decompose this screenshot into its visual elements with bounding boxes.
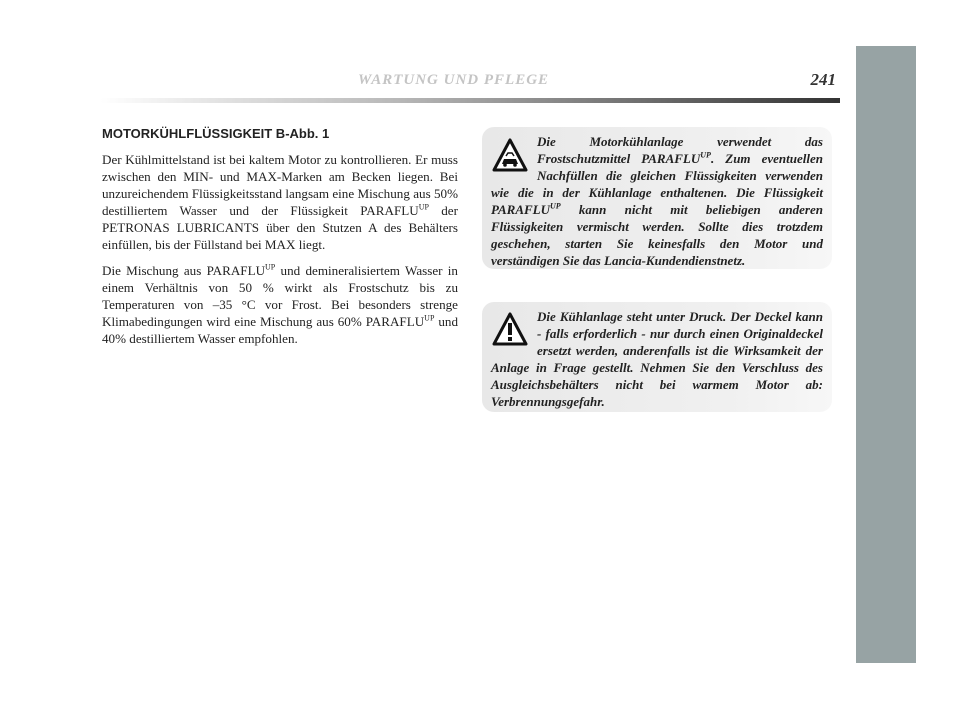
superscript: UP — [418, 202, 429, 212]
text-run: Die Motorkühlanlage verwendet das Frostschutzmittel PARAFLU — [537, 134, 823, 166]
warning-text — [482, 302, 832, 410]
superscript: UP — [550, 201, 561, 211]
section-title: WARTUNG UND PFLEGE — [358, 72, 550, 88]
superscript: UP — [265, 262, 276, 272]
text-run: Die Mischung aus PARAFLU — [102, 263, 266, 278]
warning-box-pressure — [482, 302, 832, 412]
superscript: UP — [700, 150, 711, 160]
paragraph-mixture — [102, 262, 458, 347]
main-text-column — [102, 125, 458, 356]
superscript: UP — [424, 313, 435, 323]
text-run: Die Kühlanlage steht unter Druck. Der Deckel kann - falls erforderlich - nur durch einen Originaldeckel ersetzt werden, anderenfalls ist die Wirksamkeit der Anlage in Frage gestellt. Nehmen Sie den Verschluss des Ausgleichsbehälters nicht bei warmem Motor ab: Verbrennungsgefahr. — [491, 309, 823, 409]
car-warning-icon — [492, 138, 528, 172]
section-heading: MOTORKÜHLFLÜSSIGKEIT B-Abb. 1 — [102, 126, 330, 141]
text-run: kann nicht mit beliebigen anderen Flüssigkeiten vermischt werden. Sollte dies trotzdem geschehen, starten Sie keinesfalls den Motor und verständigen Sie das Lancia-Kundendienstnetz. — [491, 202, 823, 268]
side-tab — [856, 46, 916, 663]
text-run: Der Kühlmittelstand ist bei kaltem Motor zu kontrollieren. Er muss zwischen den MIN- und MAX-Marken am Becken liegen. Bei unzureichendem Flüssigkeitsstand langsam eine Mischung aus 50% destilliertem Wasser und der Flüssigkeit PARAFLU — [102, 152, 458, 218]
text-run: und demineralisiertem Wasser in einem Verhältnis von 50 % wirkt als Frostschutz bis zu Temperaturen von –35 °C vor Frost. Bei besonders strenge Klimabedingungen wird eine Mischung aus 60% PARAFLU — [102, 263, 458, 329]
header-rule — [100, 98, 840, 103]
paragraph-coolant-check — [102, 151, 458, 253]
text-run: und 40% destilliertem Wasser empfohlen. — [102, 314, 458, 346]
warning-text — [482, 127, 832, 269]
page-number: 241 — [810, 70, 836, 89]
warning-box-coolant — [482, 127, 832, 269]
text-run: . Zum eventuellen Nachfüllen die gleichen Flüssigkeiten verwenden wie die in der Kühlanlage enthaltenen. Die Flüssigkeit PARAFLU — [491, 151, 823, 217]
exclamation-warning-icon — [492, 312, 528, 346]
page-header — [100, 66, 840, 106]
text-run: der PETRONAS LUBRICANTS über den Stutzen A des Behälters einfüllen, bis der Füllstand bei MAX liegt. — [102, 203, 458, 252]
